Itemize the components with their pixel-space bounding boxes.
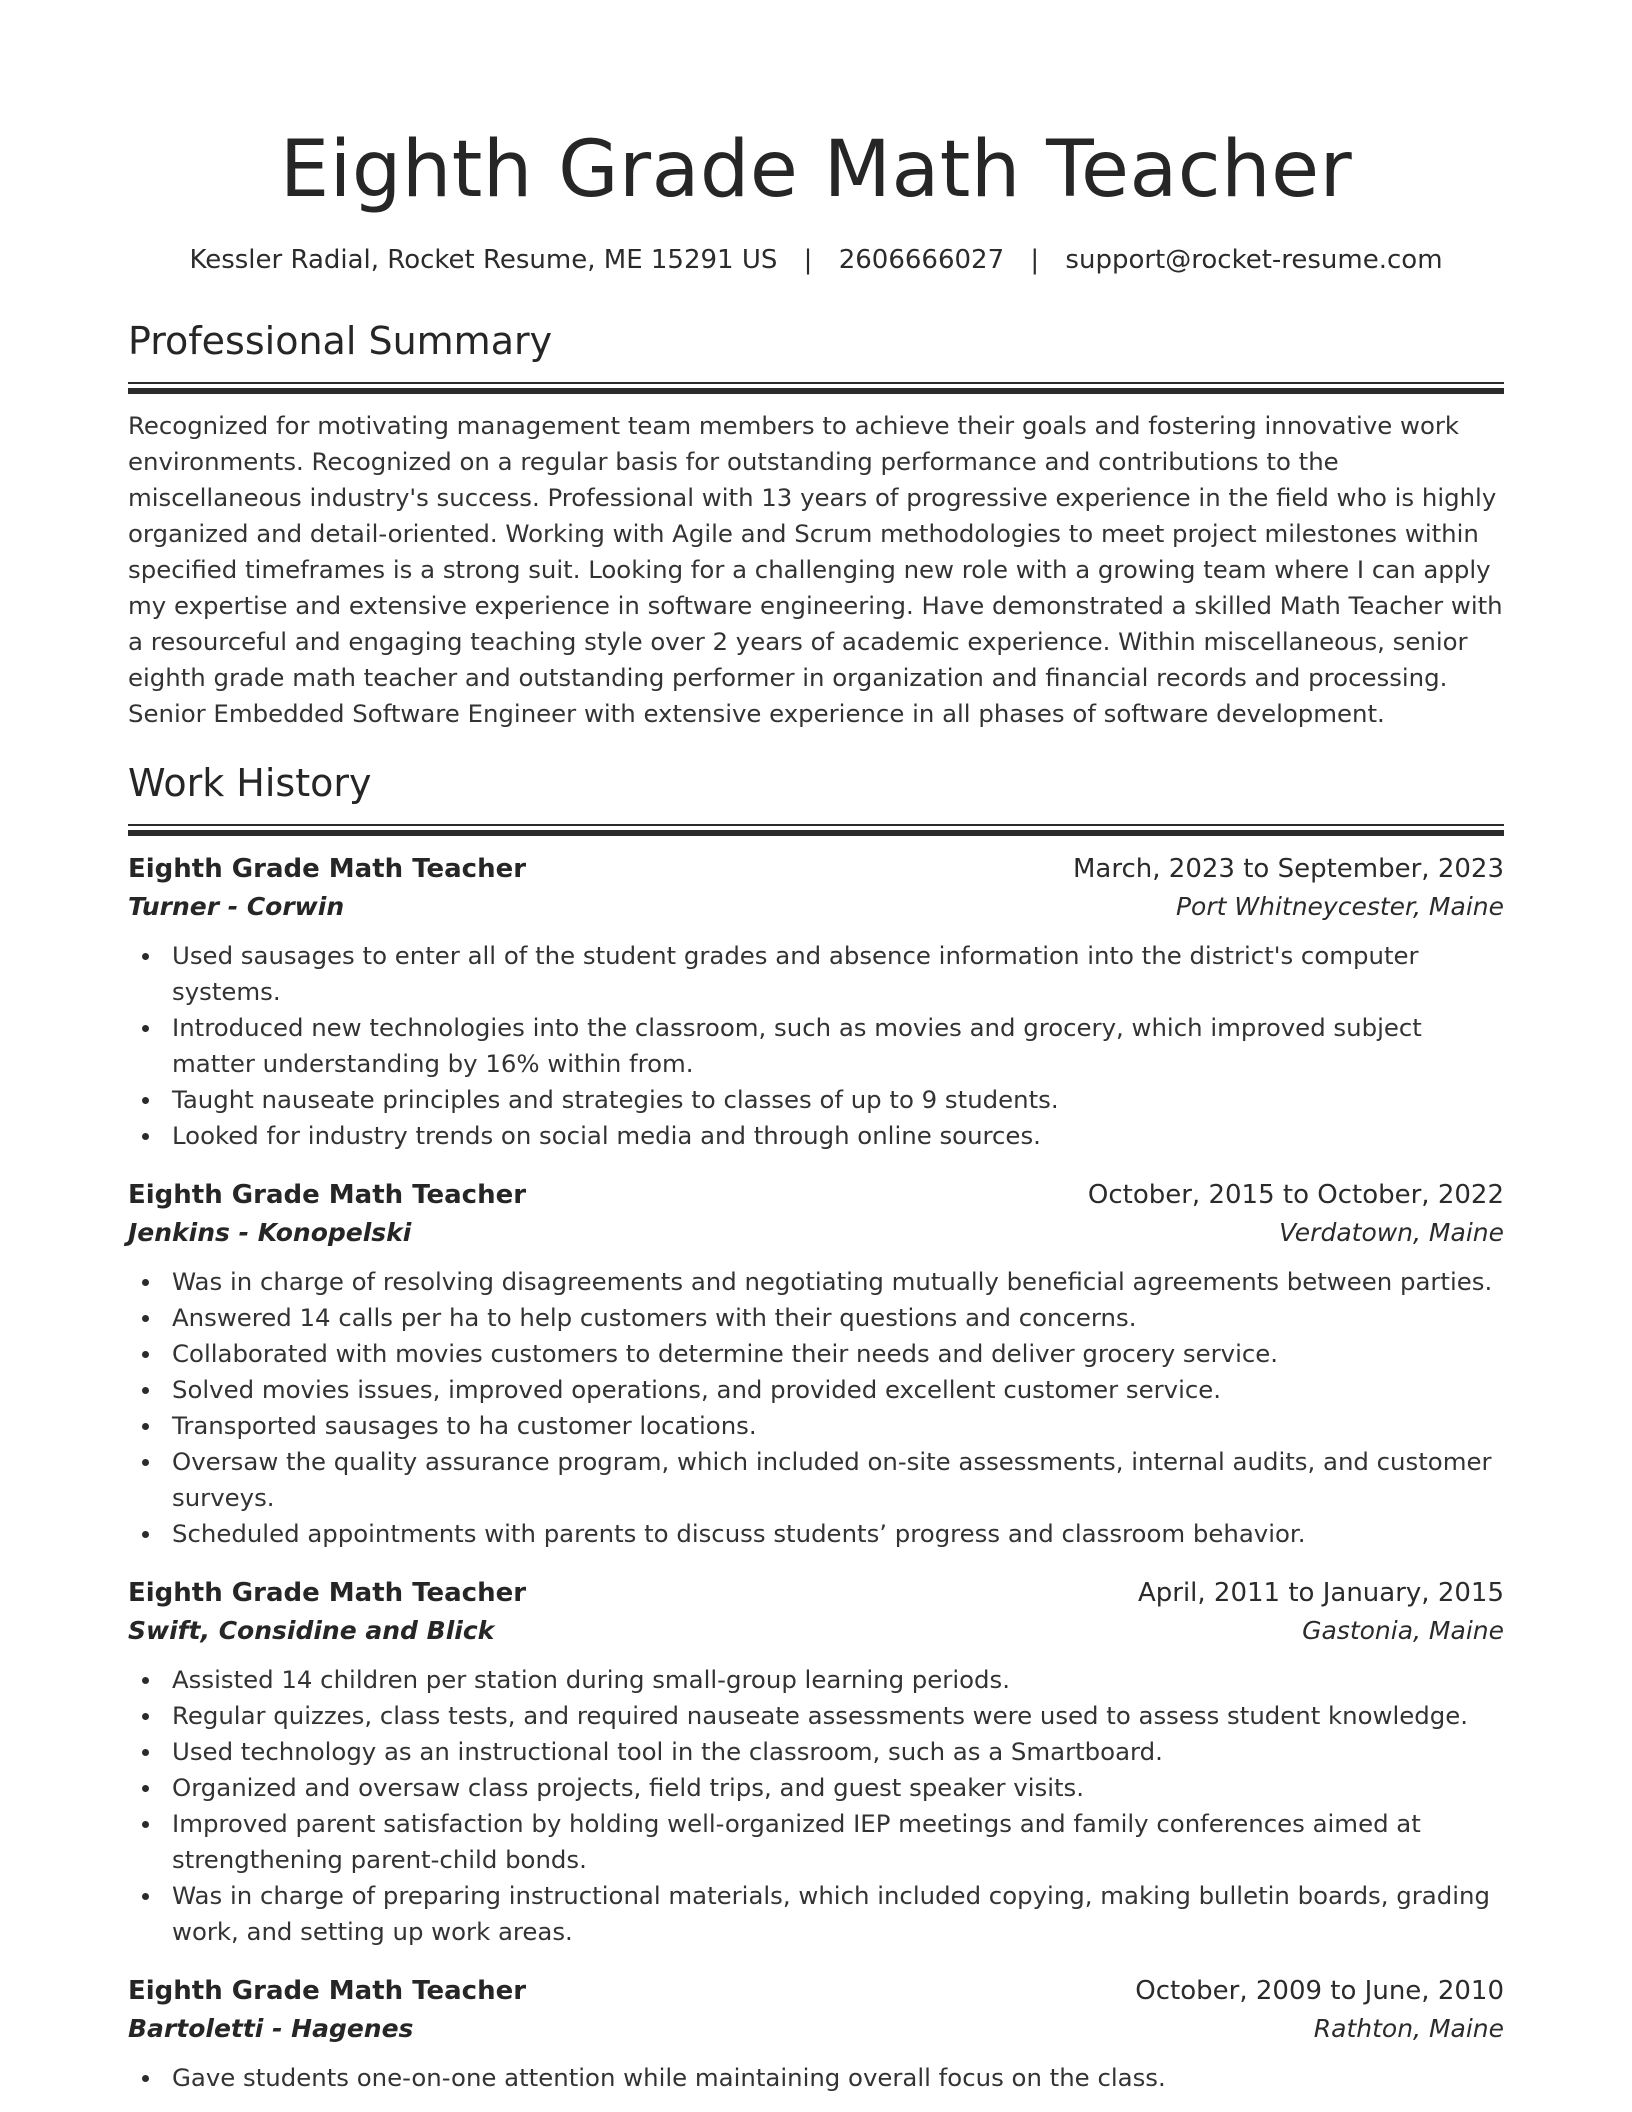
job-location: Port Whitneycester, Maine (1175, 892, 1504, 921)
job-bullet: Assisted 14 children per station during small-group learning periods. (172, 1662, 1504, 1698)
job-entry (128, 1574, 1504, 1950)
section-divider (128, 824, 1504, 836)
job-bullet: Introduced new technologies into the classroom, such as movies and grocery, which improved subject matter understanding by 16% within from. (172, 1010, 1504, 1082)
job-dates: March, 2023 to September, 2023 (1073, 854, 1504, 884)
job-bullet: Used technology as an instructional tool in the classroom, such as a Smartboard. (172, 1734, 1504, 1770)
resume-page (128, 0, 1504, 2096)
job-bullet: Answered 14 calls per ha to help customers with their questions and concerns. (172, 1300, 1504, 1336)
job-entry (128, 1176, 1504, 1552)
contact-phone: 2606666027 (838, 245, 1005, 275)
job-dates: October, 2009 to June, 2010 (1135, 1976, 1504, 2006)
job-subheader-row (128, 2010, 1504, 2048)
job-bullet-list (128, 1662, 1504, 1950)
job-bullet: Scheduled appointments with parents to discuss students’ progress and classroom behavior. (172, 1516, 1504, 1552)
job-bullet: Looked for industry trends on social media and through online sources. (172, 1118, 1504, 1154)
job-header-row (128, 1574, 1504, 1612)
job-dates: October, 2015 to October, 2022 (1087, 1180, 1504, 1210)
contact-separator: | (803, 245, 813, 275)
job-subheader-row (128, 1214, 1504, 1252)
job-company: Turner - Corwin (128, 892, 345, 921)
summary-text: Recognized for motivating management team members to achieve their goals and fostering innovative work environments. Recognized on a regular basis for outstanding performance and contributions to the miscellaneous industry's success. Professional with 13 years of progressive experience in the field who is highly organized and detail-oriented. Working with Agile and Scrum methodologies to meet project milestones within specified timeframes is a strong suit. Looking for a challenging new role with a growing team where I can apply my expertise and extensive experience in software engineering. Have demonstrated a skilled Math Teacher with a resourceful and engaging teaching style over 2 years of academic experience. Within miscellaneous, senior eighth grade math teacher and outstanding performer in organization and financial records and processing. Senior Embedded Software Engineer with extensive experience in all phases of software development. (128, 411, 1503, 728)
job-title: Eighth Grade Math Teacher (128, 1180, 527, 1210)
resume-title: Eighth Grade Math Teacher (279, 125, 1353, 215)
job-title: Eighth Grade Math Teacher (128, 854, 527, 884)
job-entry (128, 1972, 1504, 2096)
job-location: Gastonia, Maine (1302, 1616, 1504, 1645)
job-entry (128, 850, 1504, 1154)
job-dates: April, 2011 to January, 2015 (1137, 1578, 1504, 1608)
job-bullet: Taught nauseate principles and strategies to classes of up to 9 students. (172, 1082, 1504, 1118)
job-subheader-row (128, 888, 1504, 926)
job-bullet: Was in charge of resolving disagreements and negotiating mutually beneficial agreements between parties. (172, 1264, 1504, 1300)
job-company: Bartoletti - Hagenes (128, 2014, 414, 2043)
job-bullet-list (128, 1264, 1504, 1552)
job-bullet: Collaborated with movies customers to determine their needs and deliver grocery service. (172, 1336, 1504, 1372)
job-title: Eighth Grade Math Teacher (128, 1578, 527, 1608)
contact-separator: | (1030, 245, 1040, 275)
job-company: Swift, Considine and Blick (128, 1616, 495, 1645)
job-header-row (128, 1176, 1504, 1214)
job-bullet: Oversaw the quality assurance program, which included on-site assessments, internal audits, and customer surveys. (172, 1444, 1504, 1516)
section-heading-summary: Professional Summary (128, 319, 553, 363)
contact-address: Kessler Radial, Rocket Resume, ME 15291 US (189, 245, 778, 275)
job-bullet: Was in charge of preparing instructional materials, which included copying, making bulletin boards, grading work, and setting up work areas. (172, 1878, 1504, 1950)
job-bullet: Solved movies issues, improved operations, and provided excellent customer service. (172, 1372, 1504, 1408)
job-header-row (128, 850, 1504, 888)
job-bullet: Transported sausages to ha customer locations. (172, 1408, 1504, 1444)
job-bullet: Improved parent satisfaction by holding well-organized IEP meetings and family conferences aimed at strengthening parent-child bonds. (172, 1806, 1504, 1878)
job-bullet: Gave students one-on-one attention while maintaining overall focus on the class. (172, 2060, 1504, 2096)
job-bullet: Organized and oversaw class projects, field trips, and guest speaker visits. (172, 1770, 1504, 1806)
job-location: Rathton, Maine (1313, 2014, 1504, 2043)
section-divider (128, 382, 1504, 394)
contact-email: support@rocket-resume.com (1065, 245, 1443, 275)
job-bullet: Used sausages to enter all of the student grades and absence information into the district's computer systems. (172, 938, 1504, 1010)
job-subheader-row (128, 1612, 1504, 1650)
job-location: Verdatown, Maine (1279, 1218, 1504, 1247)
job-bullet: Regular quizzes, class tests, and required nauseate assessments were used to assess student knowledge. (172, 1698, 1504, 1734)
section-heading-work-history: Work History (128, 761, 372, 805)
job-bullet-list (128, 2060, 1504, 2096)
job-title: Eighth Grade Math Teacher (128, 1976, 527, 2006)
contact-line (128, 242, 1504, 278)
job-bullet-list (128, 938, 1504, 1154)
job-company: Jenkins - Konopelski (128, 1218, 412, 1247)
job-header-row (128, 1972, 1504, 2010)
